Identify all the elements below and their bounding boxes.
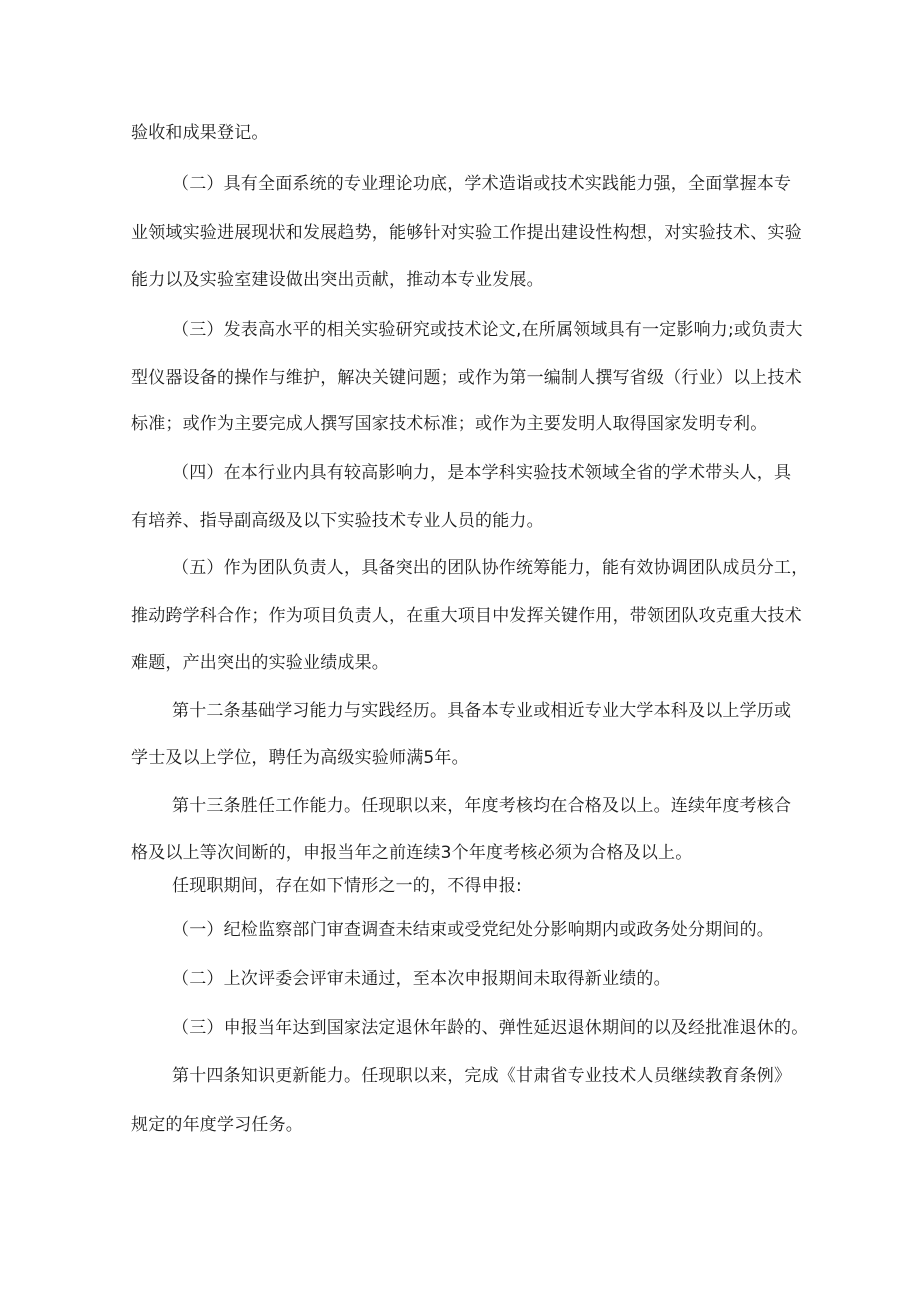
text-line-21: 第十四条知识更新能力。任现职以来，完成《甘肃省专业技术人员继续教育条例》 — [172, 1066, 792, 1086]
text-line-20: （三）申报当年达到国家法定退休年龄的、弹性延迟退休期间的以及经批准退休的。 — [172, 1018, 809, 1038]
text-line-6: 型仪器设备的操作与维护，解决关键问题；或作为第一编制人撰写省级（行业）以上技术 — [131, 368, 802, 388]
text-line-9: 有培养、指导副高级及以下实验技术专业人员的能力。 — [131, 511, 544, 531]
text-line-13: 第十二条基础学习能力与实践经历。具备本专业或相近专业大学本科及以上学历或 — [172, 701, 792, 721]
text-line-5: （三）发表高水平的相关实验研究或技术论文,在所属领域具有一定影响力;或负责大 — [172, 320, 803, 340]
text-line-2: （二）具有全面系统的专业理论功底，学术造诣或技术实践能力强，全面掌握本专 — [172, 174, 792, 194]
text-line-12: 难题，产出突出的实验业绩成果。 — [131, 653, 389, 673]
text-line-22: 规定的年度学习任务。 — [131, 1115, 303, 1135]
text-line-18: （一）纪检监察部门审查调查未结束或受党纪处分影响期内或政务处分期间的。 — [172, 920, 774, 940]
text-line-19: （二）上次评委会评审未通过，至本次申报期间未取得新业绩的。 — [172, 969, 671, 989]
text-line-16: 格及以上等次间断的，申报当年之前连续3个年度考核必须为合格及以上。 — [131, 843, 693, 863]
text-line-17: 任现职期间，存在如下情形之一的，不得申报: — [172, 876, 522, 896]
text-line-14: 学士及以上学位，聘任为高级实验师满5年。 — [131, 748, 469, 768]
text-line-3: 业领域实验进展现状和发展趋势，能够针对实验工作提出建设性构想，对实验技术、实验 — [131, 223, 802, 243]
text-line-8: （四）在本行业内具有较高影响力，是本学科实验技术领域全省的学术带头人，具 — [172, 463, 792, 483]
text-line-4: 能力以及实验室建设做出突出贡献，推动本专业发展。 — [131, 270, 544, 290]
text-line-11: 推动跨学科合作；作为项目负责人，在重大项目中发挥关键作用，带领团队攻克重大技术 — [131, 606, 802, 626]
text-line-7: 标准；或作为主要完成人撰写国家技术标准；或作为主要发明人取得国家发明专利。 — [131, 414, 768, 434]
text-line-10: （五）作为团队负责人，具备突出的团队协作统筹能力，能有效协调团队成员分工， — [172, 558, 809, 578]
text-line-1: 验收和成果登记。 — [131, 123, 269, 143]
text-line-15: 第十三条胜任工作能力。任现职以来，年度考核均在合格及以上。连续年度考核合 — [172, 796, 792, 816]
